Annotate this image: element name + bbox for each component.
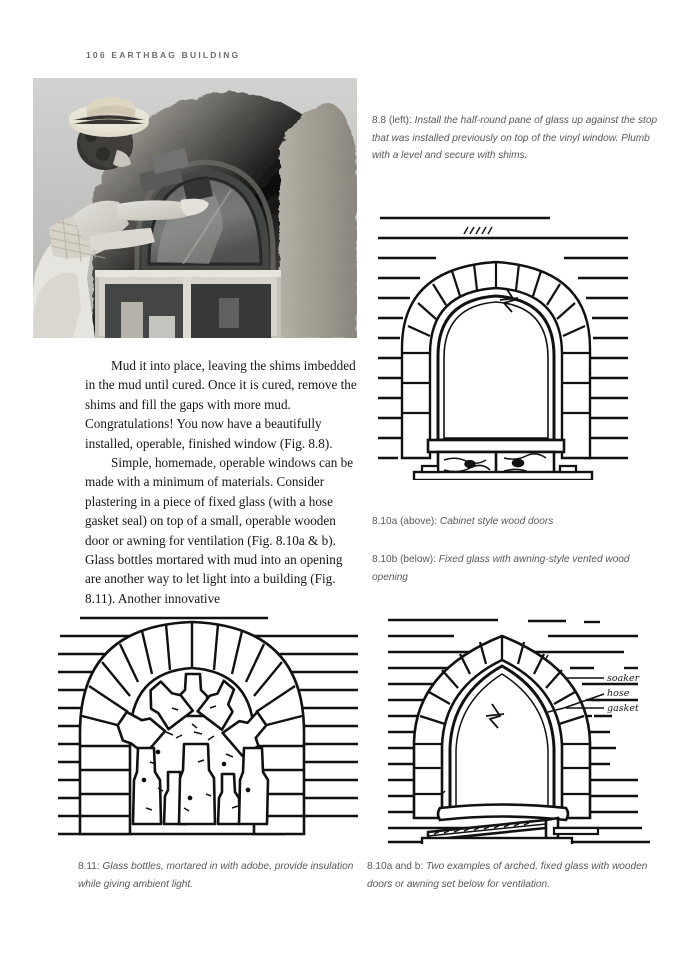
- annotation-hose: hose: [607, 688, 630, 699]
- caption-8-11-lead: 8.11:: [78, 861, 103, 872]
- caption-8-10b-lead: 8.10b (below):: [372, 554, 439, 565]
- caption-8-10b-body: Fixed glass with awning-style vented wood opening: [372, 554, 630, 583]
- caption-figure-8-11: [78, 858, 358, 893]
- caption-8-8-lead: 8.8 (left):: [372, 115, 415, 126]
- body-text-column: [85, 356, 357, 608]
- annotation-gasket: gasket: [607, 703, 639, 714]
- figure-8-11-drawing: [58, 612, 358, 844]
- caption-figure-8-10b: [372, 551, 662, 586]
- figure-8-8-photo: [33, 78, 357, 338]
- figure-8-10b-drawing: [388, 612, 678, 844]
- annotation-soaker: soaker: [607, 673, 640, 684]
- caption-figure-8-8: [372, 112, 662, 165]
- caption-8-10ab-body: Two examples of arched, fixed glass with wooden doors or awning set below for ventilation.: [367, 861, 648, 890]
- body-paragraph-1: Mud it into place, leaving the shims imbedded in the mud until cured. Once it is cured, remove the shims and fill the gaps with more mud. Congratulations! You now have a beautifully installed, operable, finished window (Fig. 8.8).: [85, 358, 357, 451]
- caption-figure-8-10a-and-b: [367, 858, 667, 893]
- body-paragraph-2: Simple, homemade, operable windows can be made with a minimum of materials. Consider plastering in a piece of fixed glass (with a hose gasket seal) on top of a small, operable wooden door or awning for ventilation (Fig. 8.10a & b). Glass bottles mortared with mud into an opening are another way to let light into a building (Fig. 8.11). Another innovative: [85, 455, 354, 606]
- running-head: 106 EARTHBAG BUILDING: [86, 50, 241, 60]
- caption-8-10ab-lead: 8.10a and b:: [367, 861, 426, 872]
- caption-8-10a-body: Cabinet style wood doors: [439, 516, 554, 527]
- caption-8-11-body: Glass bottles, mortared in with adobe, provide insulation while giving ambient light.: [78, 861, 354, 890]
- figure-8-10a-drawing: [378, 208, 628, 480]
- caption-8-8-body: Install the half-round pane of glass up against the stop that was installed previously on top of the vinyl window. Plumb with a level and secure with shims.: [372, 115, 658, 162]
- caption-figure-8-10a: [372, 513, 662, 531]
- caption-8-10a-lead: 8.10a (above):: [372, 516, 440, 527]
